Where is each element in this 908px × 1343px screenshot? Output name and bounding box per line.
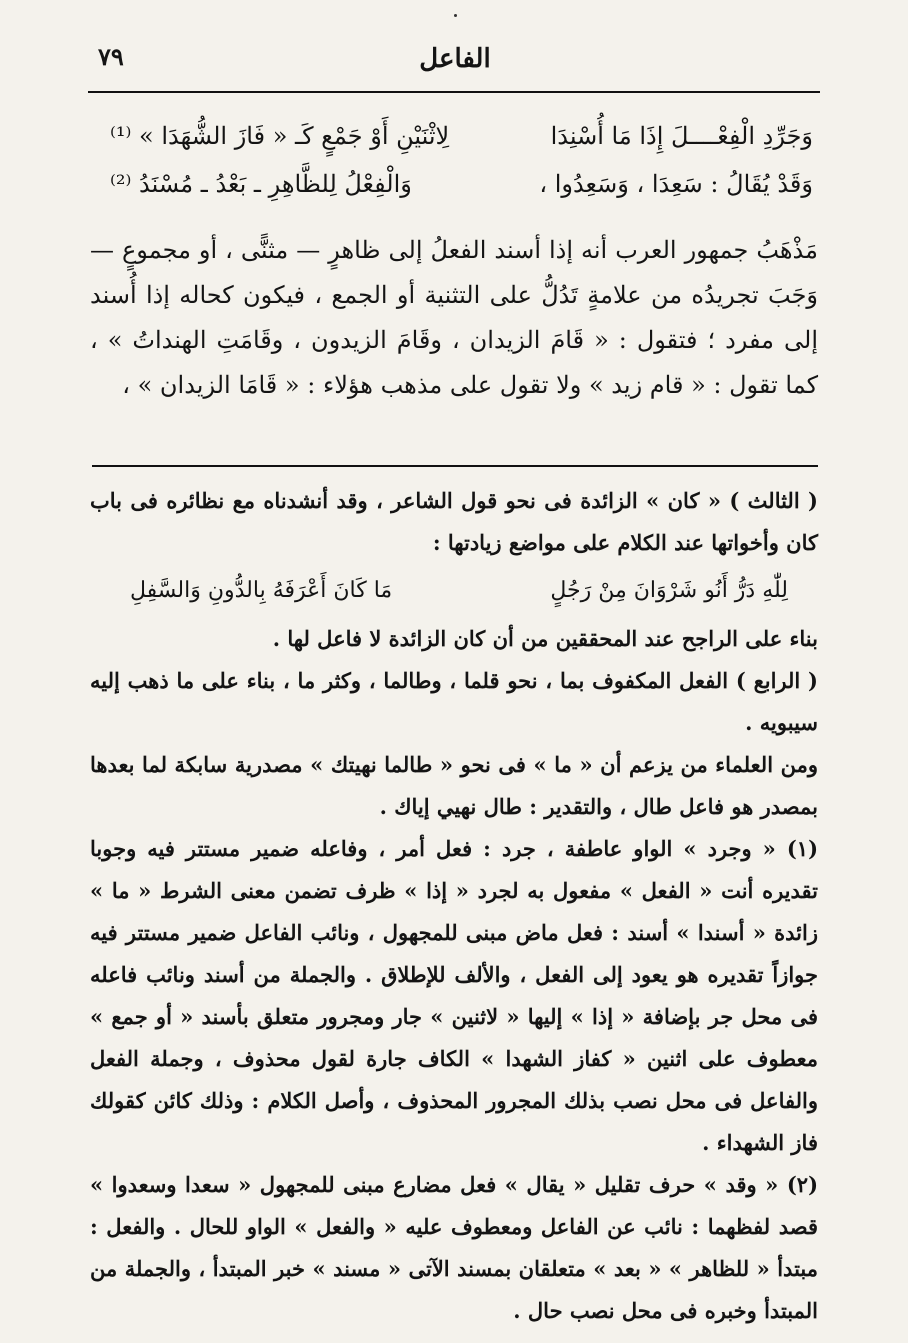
quoted-verse-second-hemistich: مَا كَانَ أَعْرَفَهُ بِالدُّونِ وَالسَّفِلِ: [130, 578, 393, 603]
commentary-paragraph: مَذْهَبُ جمهور العرب أنه إذا أسند الفعلُ إلى ظاهرٍ — مثنًّى ، أو مجموعٍ — وَجَبَ تجريدُه من علامةٍ تَدُلُّ على التثنية أو الجمع ، فيكون كحاله إذا أُسند إلى مفرد ؛ فتقول : « قَامَ الزيدان ، وقَامَ الزيدون ، وقَامَتِ الهنداتُ » ، كما تقول : « قام زيد » ولا تقول على مذهب هؤلاء : « قَامَا الزيدان » ،: [90, 236, 818, 399]
page-header: [90, 38, 820, 90]
footnotes: [90, 480, 818, 1332]
page-number: ٧٩: [98, 42, 124, 71]
running-title: الفاعل: [419, 44, 491, 74]
verse-line-1: [110, 112, 813, 160]
verse-1-first-hemistich: وَجَرِّدِ الْفِعْــــلَ إِذَا مَا أُسْنِدَا: [550, 122, 813, 150]
note-paragraph-after-verse: بناء على الراجح عند المحققين من أن كان الزائدة لا فاعل لها .: [272, 626, 818, 651]
footnote-1: (١) « وجرد » الواو عاطفة ، جرد : فعل أمر ، وفاعله ضمير مستتر فيه وجوبا تقديره أنت « الفعل » مفعول به لجرد « إذا » ظرف تضمن معنى الشرط « ما » زائدة « أسندا » أسند : فعل ماض مبنى للمجهول ، ونائب الفاعل ضمير مستتر فيه جوازاً تقديره هو يعود إلى الفعل ، والألف للإطلاق . والجملة من أسند ونائب فاعله فى محل جر بإضافة « إذا » إليها « لاثنين » جار ومجرور متعلق بأسند « أو جمع » معطوف على اثنين « كفاز الشهدا » الكاف جارة لقول محذوف ، وجملة الفعل والفاعل فى محل نصب بذلك المجرور المحذوف ، وأصل الكلام : وذلك كائن كقولك فاز الشهداء .: [90, 836, 818, 1155]
verse-2-first-hemistich: وَقَدْ يُقَالُ : سَعِدَا ، وَسَعِدُوا ،: [539, 170, 813, 198]
verse-1-second-hemistich: لِاثْنَيْنِ أَوْ جَمْعٍ كَـ « فَازَ الشُّهَدَا » ⁽¹⁾: [110, 122, 450, 150]
verse-block: [110, 112, 813, 208]
note-paragraph-fourth: ( الرابع ) الفعل المكفوف بما ، نحو قلما ، وطالما ، وكثر ما ، بناء على ما ذهب إليه سيبويه .: [90, 668, 818, 735]
commentary-text: [90, 228, 818, 408]
footnote-rule: [92, 465, 818, 467]
verse-2-second-hemistich: وَالْفِعْلُ لِلظَّاهِرِ ـ بَعْدُ ـ مُسْنَدُ ⁽²⁾: [110, 170, 412, 198]
ink-speck: [454, 14, 457, 17]
quoted-verse: [90, 564, 818, 618]
note-paragraph-scholars: ومن العلماء من يزعم أن « ما » فى نحو « طالما نهيتك » مصدرية سابكة لما بعدها بمصدر هو فاعل طال ، والتقدير : طال نهيي إياك .: [90, 752, 818, 819]
verse-line-2: [110, 160, 813, 208]
footnote-2: (٢) « وقد » حرف تقليل « يقال » فعل مضارع مبنى للمجهول « سعدا وسعدوا » قصد لفظهما : نائب عن الفاعل ومعطوف عليه « والفعل » الواو للحال . والفعل : مبتدأ « للظاهر » « بعد » متعلقان بمسند الآتى « مسند » خبر المبتدأ ، والجملة من المبتدأ وخبره فى محل نصب حال .: [90, 1172, 818, 1323]
quoted-verse-first-hemistich: لِلّٰهِ دَرُّ أَنُو شَرْوَانَ مِنْ رَجُلٍ: [550, 578, 788, 603]
header-rule: [88, 91, 820, 93]
note-paragraph-third: ( الثالث ) « كان » الزائدة فى نحو قول الشاعر ، وقد أنشدناه مع نظائره فى باب كان وأخواتها عند الكلام على مواضع زيادتها :: [90, 488, 818, 555]
